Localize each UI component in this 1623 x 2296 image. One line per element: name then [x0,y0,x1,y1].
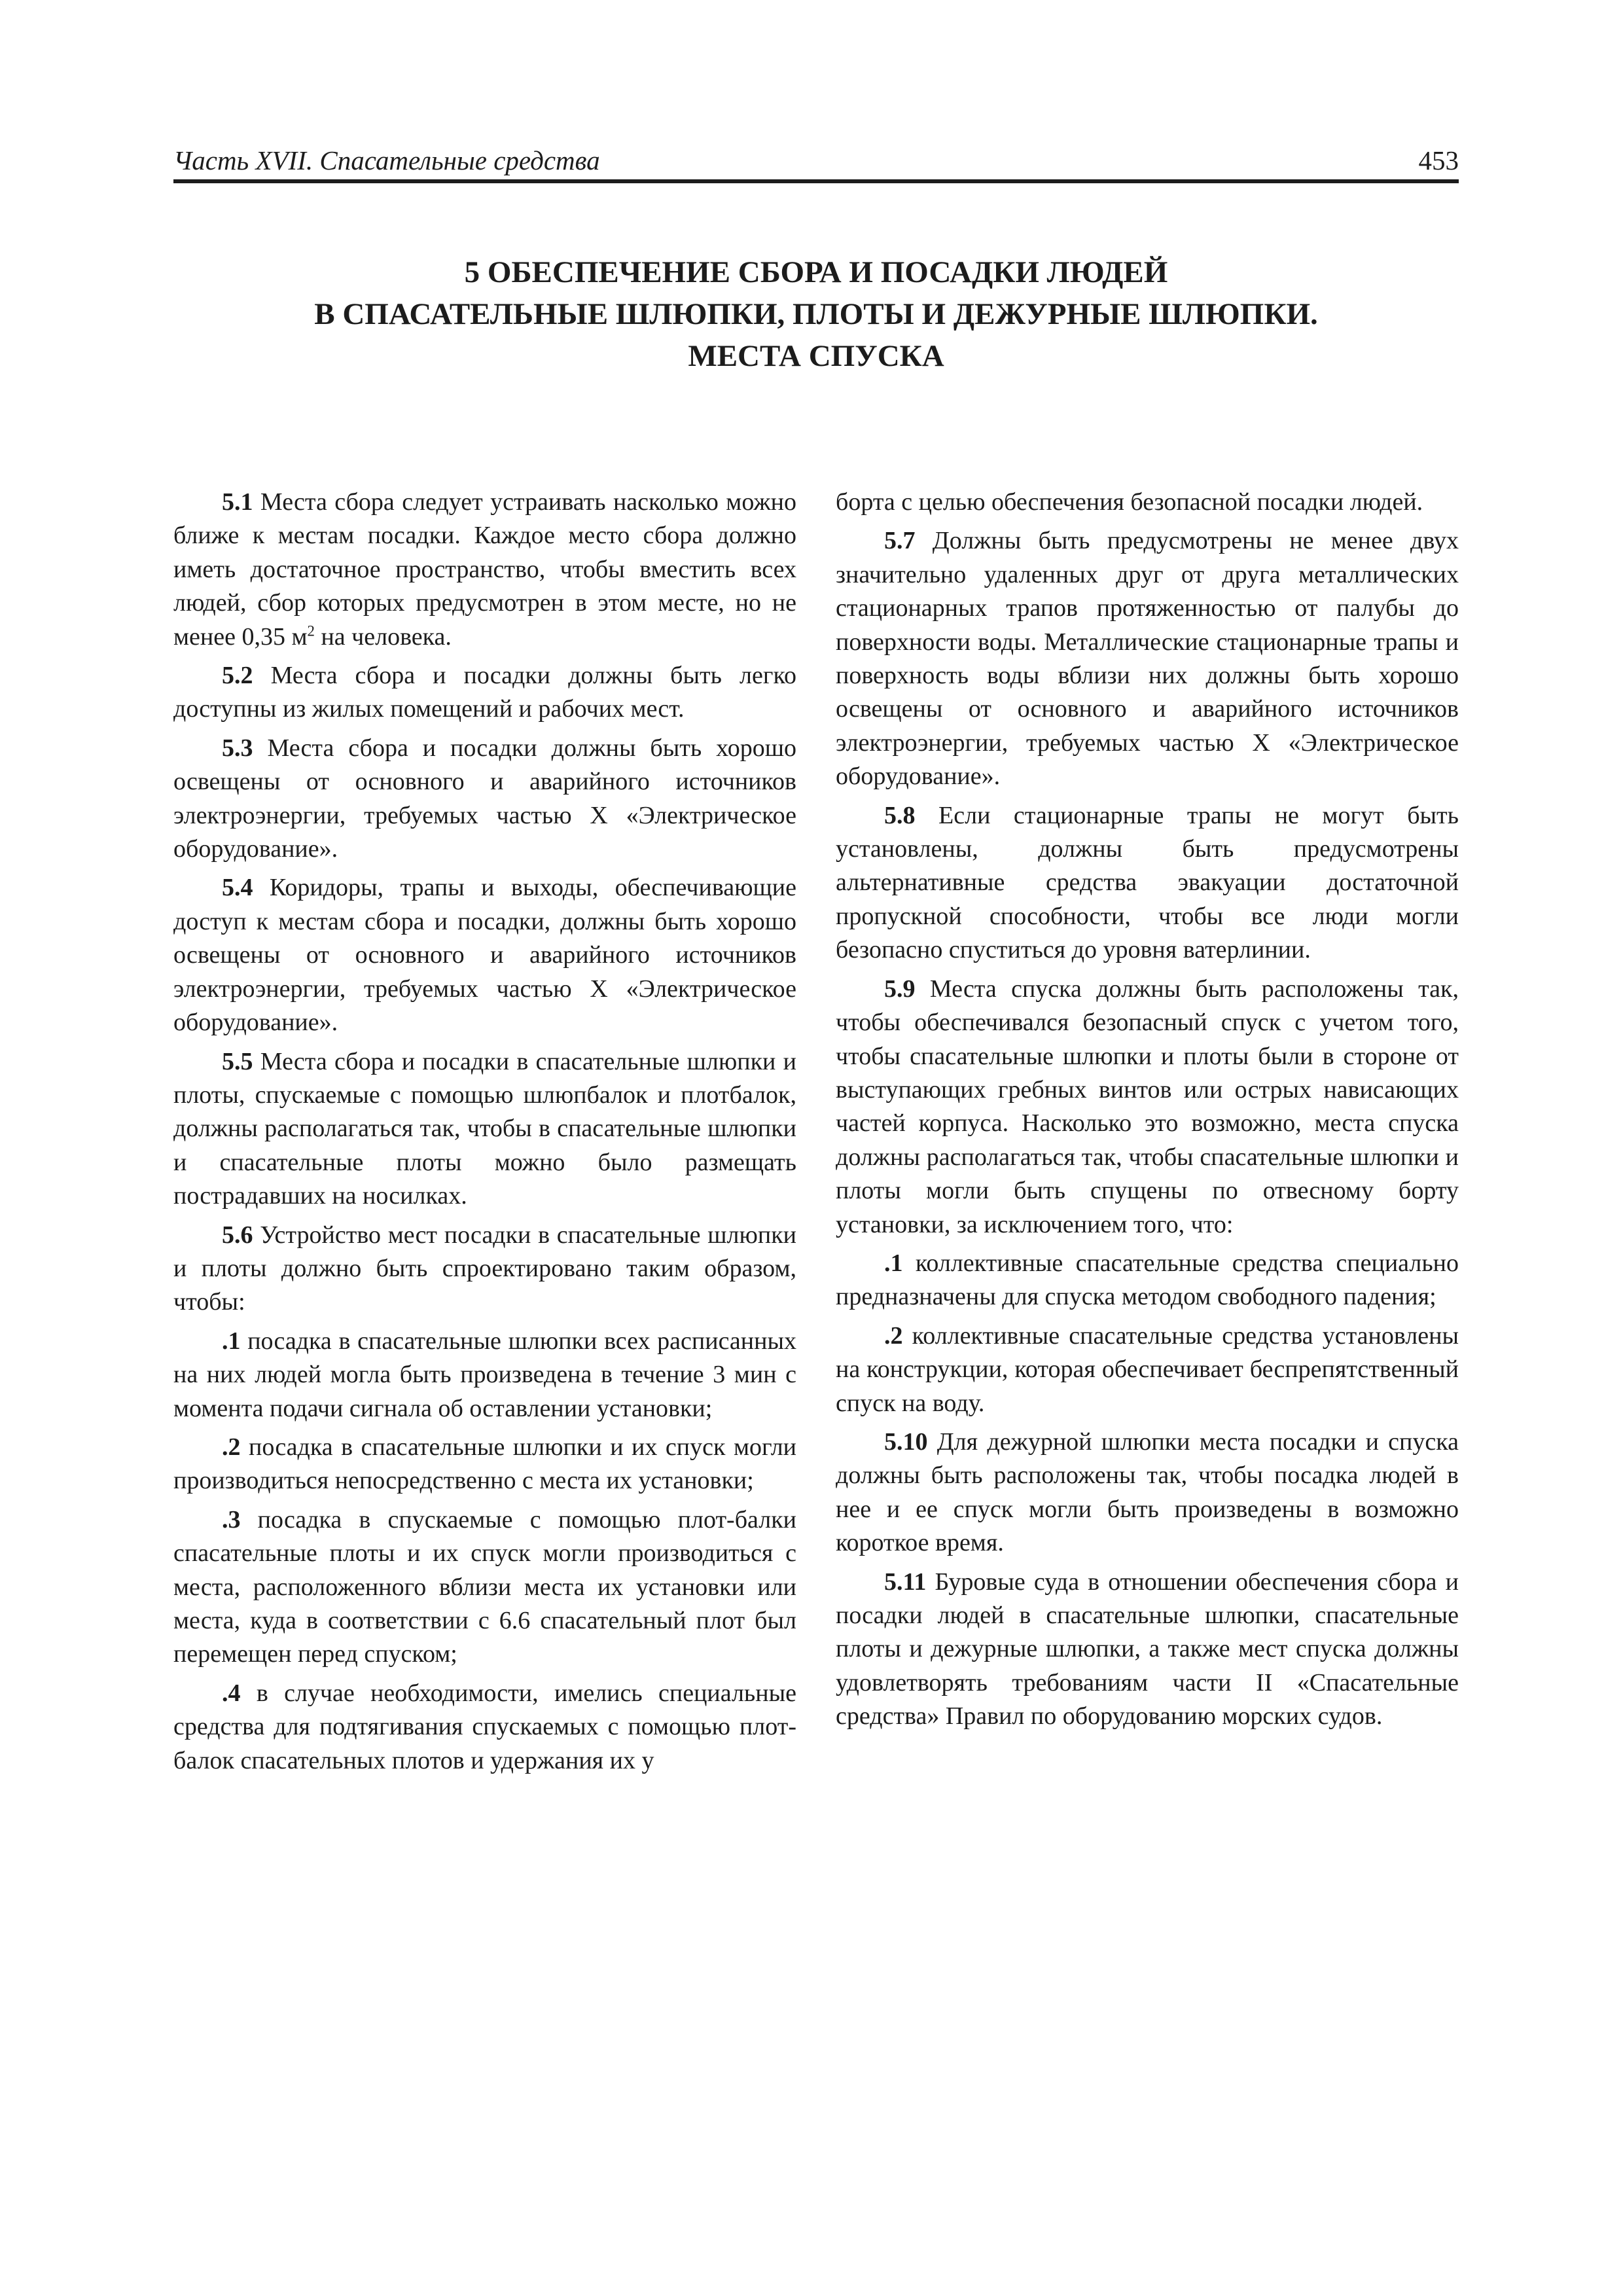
paragraph-text: посадка в спасательные шлюпки и их спуск могли производиться непосредственно с места их установки; [173,1433,796,1495]
paragraph-5-10 [836,1426,1459,1560]
paragraph-text: Места сбора следует устраивать насколько можно ближе к местам посадки. Каждое место сбора должно иметь достаточное пространство, чтобы вместить всех людей, сбор которых предусмотрен в этом месте, но не менее 0,35 м [173,488,796,651]
clause-number: 5.5 [222,1047,253,1075]
clause-number: 5.8 [884,801,916,829]
clause-number: 5.4 [222,874,253,902]
paragraph-5-3 [173,732,796,867]
paragraph-text: Места сбора и посадки в спасательные шлюпки и плоты, спускаемые с помощью шлюпбалок и плотбалок, должны располагаться так, чтобы в спасательные шлюпки и спасательные плоты можно было размещать пострадавших на носилках. [173,1047,796,1210]
paragraph-text: Если стационарные трапы не могут быть установлены, должны быть предусмотрены альтернативные средства эвакуации достаточной пропускной способности, чтобы все люди могли безопасно спуститься до уровня ватерлинии. [836,801,1459,964]
list-item-2 [173,1431,796,1498]
right-column [836,486,1459,1739]
item-number: .4 [222,1679,241,1707]
clause-number: 5.7 [884,527,916,555]
paragraph-text: Устройство мест посадки в спасательные шлюпки и плоты должно быть спроектировано таким образом, чтобы: [173,1221,796,1316]
superscript: 2 [307,622,315,639]
clause-number: 5.1 [222,488,253,516]
paragraph-text: Коридоры, трапы и выходы, обеспечивающие доступ к местам сбора и посадки, должны быть хорошо освещены от основного и аварийного источников электроэнергии, требуемых частью X «Электрическое оборудование». [173,874,796,1037]
paragraph-text: коллективные спасательные средства установлены на конструкции, которая обеспечивает беспрепятственный спуск на воду. [836,1321,1459,1417]
section-title-line: МЕСТА СПУСКА [688,339,944,373]
paragraph-text: Места спуска должны быть расположены так, чтобы обеспечивался безопасный спуск с учетом того, чтобы спасательные шлюпки и плоты были в стороне от выступающих гребных винтов или острых нависающих частей корпуса. Насколько это возможно, места спуска должны располагаться так, чтобы спасательные шлюпки и плоты могли быть спущены по отвесному борту установки, за исключением того, что: [836,975,1459,1238]
paragraph-5-7 [836,524,1459,793]
paragraph-text: Должны быть предусмотрены не менее двух значительно удаленных друг от друга металлических стационарных трапов протяженностью от палубы до поверхности воды. Металлические стационарные трапы и поверхность воды вблизи них должны быть хорошо освещены от основного и аварийного источников электроэнергии, требуемых частью X «Электрическое оборудование». [836,527,1459,791]
item-number: .1 [884,1249,903,1277]
clause-number: 5.2 [222,662,253,690]
paragraph-text: посадка в спускаемые с помощью плот-балки спасательные плоты и их спуск могли производиться с места, расположенного вблизи места их установки или места, куда в соответствии с 6.6 спасательный плот был перемещен перед спуском; [173,1505,796,1668]
paragraph-5-4 [173,871,796,1039]
list-item-2 [836,1319,1459,1420]
paragraph-text: Места сбора и посадки должны быть хорошо освещены от основного и аварийного источников электроэнергии, требуемых частью X «Электрическое оборудование». [173,734,796,863]
paragraph-text: в случае необходимости, имелись специальные средства для подтягивания спускаемых с помощью плот-балок спасательных плотов и удержания их у [173,1679,796,1774]
paragraph-text: на человека. [314,622,452,651]
paragraph-text: коллективные спасательные средства специально предназначены для спуска методом свободного падения; [836,1249,1459,1311]
paragraph-5-9 [836,973,1459,1242]
item-number: .3 [222,1505,241,1534]
running-header [173,143,1459,183]
left-column [173,486,796,1783]
paragraph-text: Для дежурной шлюпки места посадки и спуска должны быть расположены так, чтобы посадка людей в нее и ее спуск могли быть произведены в возможно короткое время. [836,1427,1459,1557]
paragraph-5-1 [173,486,796,654]
clause-number: 5.9 [884,975,916,1003]
paragraph-5-11 [836,1566,1459,1734]
list-item-1 [173,1325,796,1426]
clause-number: 5.11 [884,1568,927,1596]
paragraph-5-6 [173,1219,796,1319]
running-title: Часть XVII. Спасательные средства [173,145,600,175]
clause-number: 5.3 [222,734,253,762]
section-title [173,251,1459,377]
list-item-1 [836,1247,1459,1314]
paragraph-5-8 [836,799,1459,967]
clause-number: 5.10 [884,1427,928,1456]
paragraph-5-5 [173,1045,796,1213]
section-title-line: 5 ОБЕСПЕЧЕНИЕ СБОРА И ПОСАДКИ ЛЮДЕЙ [464,255,1168,289]
item-number: .2 [222,1433,241,1461]
clause-number: 5.6 [222,1221,253,1249]
page-number: 453 [1418,145,1459,175]
list-item-4 [173,1677,796,1778]
paragraph-text: Буровые суда в отношении обеспечения сбора и посадки людей в спасательные шлюпки, спасательные плоты и дежурные шлюпки, а также мест спуска должны удовлетворять требованиям части II «Спасательные средства» Правил по оборудованию морских судов. [836,1568,1459,1731]
list-item-3 [173,1503,796,1672]
item-number: .2 [884,1321,903,1350]
paragraph-continuation: борта с целью обеспечения безопасной посадки людей. [836,488,1423,516]
item-number: .1 [222,1327,241,1355]
paragraph-5-2 [173,659,796,726]
paragraph-text: посадка в спасательные шлюпки всех расписанных на них людей могла быть произведена в течение 3 мин с момента подачи сигнала об оставлении установки; [173,1327,796,1422]
paragraph-text: Места сбора и посадки должны быть легко доступны из жилых помещений и рабочих мест. [173,662,796,723]
section-title-line: В СПАСАТЕЛЬНЫЕ ШЛЮПКИ, ПЛОТЫ И ДЕЖУРНЫЕ ШЛЮПКИ. [314,297,1318,331]
